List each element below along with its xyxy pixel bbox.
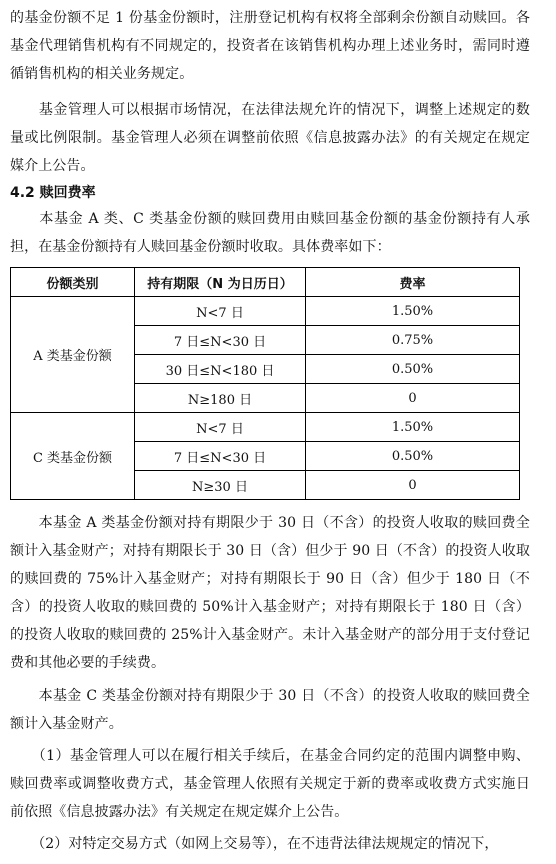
redemption-fee-table <box>10 267 520 500</box>
header-holding-period: 持有期限（N 为日历日） <box>135 268 306 297</box>
fee-rate-cell: 0 <box>306 471 520 500</box>
fee-rate-cell: 0.50% <box>306 355 520 384</box>
share-class-a: A 类基金份额 <box>11 297 135 413</box>
holding-period-cell: N<7 日 <box>135 413 306 442</box>
holding-period-cell: 7 日≤N<30 日 <box>135 326 306 355</box>
header-share-class: 份额类别 <box>11 268 135 297</box>
section-heading-redemption-fee: 4.2 赎回费率 <box>10 185 96 201</box>
table-row <box>11 297 520 326</box>
fee-rate-cell: 0.50% <box>306 442 520 471</box>
holding-period-cell: 30 日≤N<180 日 <box>135 355 306 384</box>
paragraph-class-c-fee-allocation: 本基金 C 类基金份额对持有期限少于 30 日（不含）的投资人收取的赎回费全额计入基金财产。 <box>10 688 530 732</box>
fee-rate-cell: 0 <box>306 384 520 413</box>
holding-period-cell: N≥30 日 <box>135 471 306 500</box>
holding-period-cell: N≥180 日 <box>135 384 306 413</box>
paragraph-fee-adjustment-2: （2）对特定交易方式（如网上交易等），在不违背法律法规规定的情况下， <box>10 836 499 852</box>
header-fee-rate: 费率 <box>306 268 520 297</box>
holding-period-cell: 7 日≤N<30 日 <box>135 442 306 471</box>
holding-period-cell: N<7 日 <box>135 297 306 326</box>
paragraph-redemption-remainder: 的基金份额不足 1 份基金份额时，注册登记机构有权将全部剩余份额自动赎回。各基金代理销售机构有不同规定的，投资者在该销售机构办理上述业务时，需同时遵循销售机构的相关业务规定。 <box>10 10 530 82</box>
paragraph-fee-intro: 本基金 A 类、C 类基金份额的赎回费用由赎回基金份额的基金份额持有人承担，在基金份额持有人赎回基金份额时收取。具体费率如下： <box>10 211 530 255</box>
paragraph-fee-adjustment-1: （1）基金管理人可以在履行相关手续后，在基金合同约定的范围内调整申购、赎回费率或调整收费方式，基金管理人依照有关规定于新的费率或收费方式实施日前依照《信息披露办法》有关规定在规定媒介上公告。 <box>10 748 530 820</box>
paragraph-limit-adjustment: 基金管理人可以根据市场情况，在法律法规允许的情况下，调整上述规定的数量或比例限制。基金管理人必须在调整前依照《信息披露办法》的有关规定在规定媒介上公告。 <box>10 102 530 174</box>
table-header-row <box>11 268 520 297</box>
fee-rate-cell: 1.50% <box>306 297 520 326</box>
table-row <box>11 413 520 442</box>
fee-rate-cell: 0.75% <box>306 326 520 355</box>
paragraph-class-a-fee-allocation: 本基金 A 类基金份额对持有期限少于 30 日（不含）的投资人收取的赎回费全额计入基金财产；对持有期限长于 30 日（含）但少于 90 日（不含）的投资人收取的赎回费的 75%计入基金财产；对持有期限长于 90 日（含）但少于 180 日（不含）的投资人收取的赎回费的 50%计入基金财产；对持有期限长于 180 日（含）的投资人收取的赎回费的 25%计入基金财产。未计入基金财产的部分用于支付登记费和其他必要的手续费。 <box>10 515 530 671</box>
share-class-c: C 类基金份额 <box>11 413 135 500</box>
fee-rate-cell: 1.50% <box>306 413 520 442</box>
